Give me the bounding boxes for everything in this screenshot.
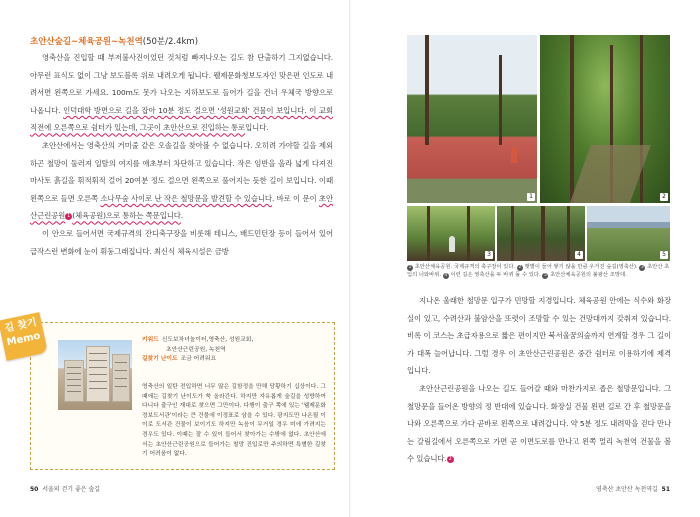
caption-number: 2	[518, 265, 522, 270]
photo-park-track	[407, 35, 537, 203]
tree-trunk	[541, 206, 545, 261]
tree-trunk	[640, 35, 643, 203]
photo-park-view	[587, 206, 670, 261]
heading-title: 초안산숲길~체육공원~녹천역	[30, 37, 143, 47]
body-text: 입니다.	[245, 123, 269, 133]
highlighted-text: (체육공원)으로 통하는 쪽문입니다	[72, 211, 181, 221]
memo-tag-line2: Memo	[5, 330, 42, 349]
tree-trunk	[499, 55, 502, 145]
photo-number: 3	[485, 251, 493, 259]
caption-number: 5	[543, 273, 547, 278]
tree-trunk	[511, 206, 514, 261]
body-text: 지나온 울래한 철망문 입구가 민망할 지경입니다. 체육공원 안에는 식수와 화장실이 있고, 수려산과 불암산을 또렷이 조망할 수 있는 건망대까지 갖춰져 있습니다. 비록 이 코스는 초급자용으로 짧은 편이지만 북서울꿈의숲까지 연계할 경우 그 길이가 대폭 늘어납니다. 그럴 경우 이 초안산근린공원은 중간 쉼터로 이용하기에 제격입니다.	[407, 296, 671, 376]
left-body-text	[30, 49, 333, 260]
forest-trail	[569, 145, 651, 203]
memo-tag-line1: 길 찾기	[3, 316, 38, 335]
caption-text: 이런 길은 영축산을 두 바퀴 돌 수 있다.	[450, 272, 543, 278]
tree-trunk	[567, 206, 570, 261]
photo-number: 2	[660, 193, 668, 201]
body-paragraph	[30, 225, 333, 260]
keywords-line1: 신도보차녀놀이터,영축산, 성원교회,	[161, 337, 254, 343]
tree-trunk	[570, 35, 574, 203]
body-paragraph	[30, 49, 333, 137]
photo-trees	[497, 206, 585, 261]
caption-number: 3	[641, 265, 644, 270]
right-body-text	[407, 292, 671, 468]
hiker-figure	[449, 236, 455, 252]
page-number-left: 50	[30, 486, 39, 493]
body-text: 초안산에서는 영축산의 거미줄 같은 오솔길을 찾아볼 수 없습니다. 오히려 가야할 길을 제외하곤 철망이 둘러져 일탈의 여지를 애초부터 차단하고 있습니다. 작은 임반을 올라 넓게 다져진 마사토 흙길을 휘적휘적 걸어 20여분 정도 걸으면 왼쪽으로 풀어지는 듯한 길이 보입니다. 이때 왼쪽으로 들면 오른쪽	[30, 140, 333, 203]
caption-number: 1	[408, 265, 412, 270]
caption-number: 4	[444, 273, 448, 278]
memo-text	[58, 383, 326, 460]
keywords-line2: 초안산근린공원, 녹천역	[166, 346, 226, 353]
heading-distance: (50분/2.4km)	[142, 37, 199, 47]
difficulty-label: 길찾기 난이도	[142, 356, 178, 362]
body-paragraph	[30, 137, 333, 225]
reference-marker: 2	[448, 456, 452, 463]
photo-number: 4	[575, 251, 583, 259]
caption-text: 초안산체육공원. 국제규격의 축구장이 있다.	[414, 264, 517, 270]
body-text: .	[180, 211, 184, 221]
distant-mountain	[587, 222, 670, 228]
tree-trunk	[467, 206, 470, 261]
highlighted-text: 소나무숲 사이로 난 작은 철망문을 발견할 수 있습니다	[100, 193, 272, 203]
page-gutter	[349, 0, 351, 517]
photo-number: 1	[527, 193, 535, 201]
footer-right-title: 영축산 초안산 녹천역길	[596, 486, 658, 493]
caption-text: 초안산체육공원의 불광산 조망대.	[550, 272, 627, 278]
walker-figure	[511, 147, 517, 163]
section-heading	[30, 35, 198, 47]
footer-left	[30, 484, 100, 493]
page-number-right: 51	[661, 486, 670, 493]
memo-info	[142, 336, 253, 365]
photo-number: 5	[660, 251, 668, 259]
caption-text: 햇볕이 들어 쌓기 않을 만큼 우거진 숲길(영축산).	[524, 264, 640, 270]
body-text: 이 안으로 들어서면 국제규격의 잔디축구장을 비롯해 테니스, 배드민턴장 등이 들어서 있어 급작스런 변화에 눈이 휘둥그래집니다. 최신식 체육시설은 금방	[30, 228, 333, 256]
highlighted-text: 초안산근린공원	[30, 193, 333, 221]
memo-tag	[0, 312, 48, 361]
memo-paragraph: 영축산의 일탄 전입하면 너무 많은 길함정을 만해 당황하기 십상이다. 그 때에는 길찾기 난이도가 쑥 올라간다. 하지만 자유롭게 숲길을 성방하여 다니다 출구인 재대로 찾으면 그만이다. 다행이 출구 쪽에 있는 '웰제문화정보도서관'이라는 큰 건물에 이정표로 삼을 수 있다. 광지도만 나온될 이이로 도서관 건물이 보이기도 하지만 녹음이 무거일 경우 미에 가려지는 경우도 있다. 이때는 잘 수 있이 들어서 찾아가는 수밖에 없다. 초안산에서는 초안산근린공원으로 들어가는 철망 진입로만 주의하면 특별한 길찾기 어려움이 없다.	[142, 384, 326, 458]
photo-forest-path	[540, 35, 670, 203]
caption-text: 초안산 초입의 너와바위.	[407, 264, 670, 278]
reference-marker: 1	[67, 213, 71, 220]
body-text: 초안산근린공원을 나오는 길도 들어갈 때와 마찬가지로 좁은 철망문입니다. 그 철망문을 들어온 방향의 정 반대에 있습니다. 화장실 건물 왼편 길로 간 후 철망문을 나와 오른쪽으로 가다 곧바로 왼쪽으로 내려갑니다. 약 5분 정도 내려막을 걷다 만나는 갈림길에서 오른쪽으로 가면 곧 이면도로를 만나고 왼쪽 멀리 녹천역 건물을 볼 수 있습니다.	[407, 383, 671, 464]
photo-caption	[407, 263, 670, 279]
highlighted-text: 인덕대학 방면으로 길을 잡아 10분 정도 걸으면 '성원교회' 건물이 보입니다. 이 교회 직전에 오른쪽으로 쉼터가 있는데, 그곳이 초안산으로 진입하는 통로	[30, 105, 333, 133]
body-text: 영축산을 진입할 때 부저불사진이었던 것처럼 빠져나오는 길도 참 단출하기 그지없습니다. 아무런 표식도 없이 그냥 보도블록 위로 내려오게 됩니다. 웰제문화청보도자인 맞은편 인도로 내려서면 왼쪽으로 가세요. 100m도 못가 나오는 지하보도로 들어가 길을 건너 우체국 방향으로 나옵니다.	[30, 53, 333, 115]
difficulty-value: 조금 어려워요	[180, 356, 217, 362]
tree-trunk	[425, 35, 429, 145]
body-paragraph	[407, 380, 671, 468]
footer-right	[596, 484, 670, 493]
tree-trunk	[427, 206, 430, 261]
photo-hiker	[407, 206, 495, 261]
body-paragraph	[407, 292, 671, 380]
keywords-label: 키워드	[142, 337, 159, 343]
body-text: . 바로 이 문이	[271, 193, 319, 203]
footer-left-title: 서울의 걷기 좋은 숲길	[42, 486, 101, 493]
